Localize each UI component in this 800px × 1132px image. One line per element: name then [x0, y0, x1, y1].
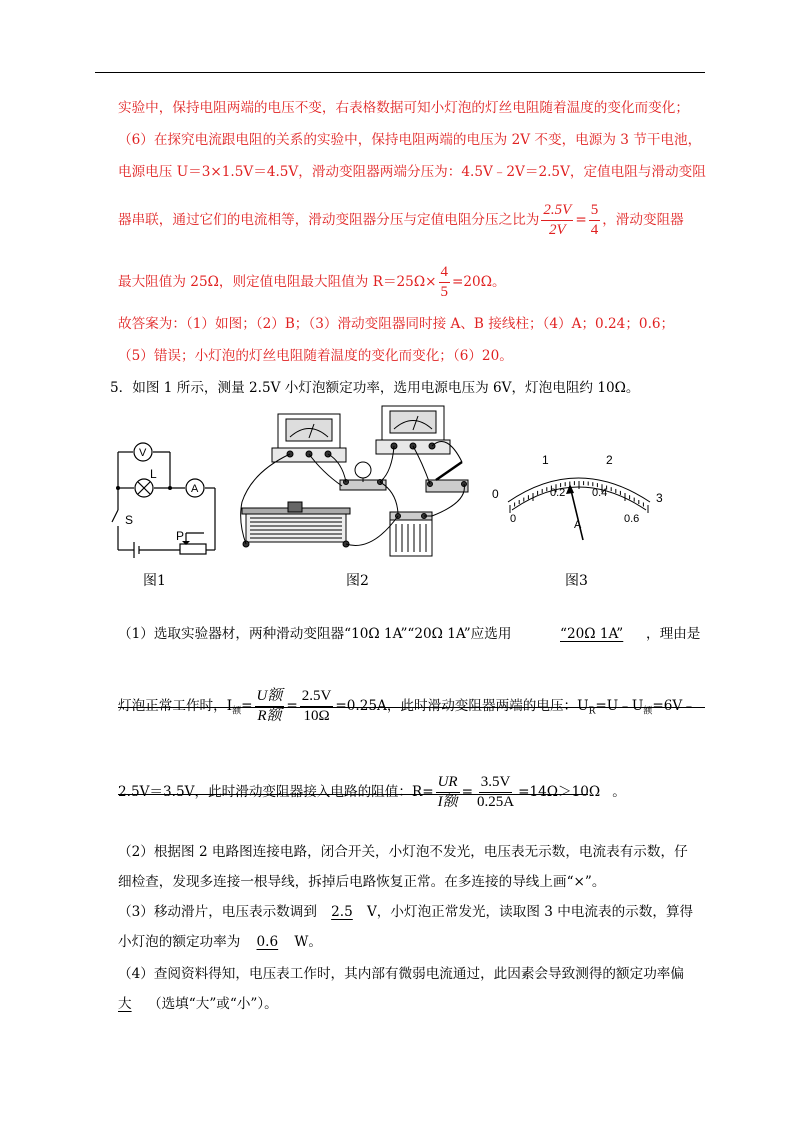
- q5-part1-tail: ，理由是: [646, 626, 701, 642]
- figure-3-caption: 图3: [565, 573, 588, 589]
- solution-line-2: （6）在探究电流跟电阻的关系的实验中，保持电阻两端的电压为 2V 不变，电源为 3 节干电池，: [118, 132, 702, 148]
- q5-part1-line2-rest: =0.25A，此时滑动变阻器两端的电压：U: [335, 698, 589, 714]
- figure-1-circuit-diagram: [108, 430, 228, 560]
- equals-sign: =: [575, 212, 587, 228]
- fraction-3.5v-over-0.25a: [475, 773, 516, 812]
- q5-part3-text-rest: V，小灯泡正常发光，读取图 3 中电流表的示数，算得: [366, 904, 694, 920]
- fraction-ur-over-i: [436, 773, 460, 812]
- fraction-numerator: 2.5V: [300, 687, 334, 707]
- q5-part3-text: （3）移动滑片，电压表示数调到: [118, 904, 317, 920]
- fraction-four-fifths: [439, 263, 451, 302]
- equals-sign: =: [422, 784, 434, 800]
- q5-part1-line1: [118, 624, 511, 644]
- q5-part1-line2-text: 灯泡正常工作时，I: [118, 698, 233, 714]
- answer-underline: [118, 794, 588, 795]
- q5-part1-line3-text: 2.5V＝3.5V，此时滑动变阻器接入电路的阻值：R: [118, 784, 423, 800]
- solution-line-5-text: 最大阻值为 25Ω，则定值电阻最大阻值为 R＝25Ω×: [118, 274, 437, 290]
- ammeter-label: A: [191, 483, 199, 495]
- q5-part4-line2-rest: （选填“大”或“小”）。: [148, 996, 278, 1012]
- voltmeter-label: V: [139, 447, 147, 459]
- fraction-numerator: 3.5V: [479, 773, 513, 793]
- dial-bottom-label-0.6: 0.6: [624, 513, 640, 525]
- solution-line-4-text: 器串联，通过它们的电流相等，滑动变阻器分压与定值电阻分压之比为: [118, 212, 540, 228]
- solution-line-5-tail: =20Ω。: [452, 274, 506, 290]
- subscript-rated: 额: [232, 706, 242, 717]
- slider-label: P: [176, 529, 185, 543]
- q5-part1-line2-rest2: =U﹣U: [595, 698, 644, 714]
- dial-top-label-1: 1: [542, 453, 549, 467]
- subscript-r: R: [588, 706, 596, 717]
- q5-part1-answer-row: [560, 624, 623, 644]
- q5-part4-answer: 大: [118, 996, 132, 1012]
- dial-bottom-label-0: 0: [510, 513, 517, 525]
- figure-1-caption: 图1: [143, 573, 166, 589]
- answer-line-1: 故答案为：（1）如图；（2）B；（3）滑动变阻器同时接 A、B 接线柱；（4）A；0.24；0.6；: [118, 316, 675, 332]
- q5-part3-answer-power: 0.6: [256, 934, 279, 950]
- q5-part2-line1: （2）根据图 2 电路图连接电路，闭合开关，小灯泡不发光，电压表无示数，电流表有示数，仔: [118, 844, 688, 860]
- fraction-denominator: 10Ω: [303, 708, 330, 724]
- fraction-numerator: U额: [255, 687, 285, 707]
- fraction-numerator: 2.5V: [541, 201, 573, 221]
- equals-sign: =: [241, 698, 253, 714]
- fraction-numerator: 5: [589, 201, 601, 221]
- q5-part1-line3: 2.5V＝3.5V，此时滑动变阻器接入电路的阻值：R= $\frac{UR}{\text{I额}}$ = $\frac{3.5V}{0.25A}$ =14Ω＞10Ω 。: [118, 774, 626, 810]
- figure-3-ammeter-dial: [488, 440, 678, 550]
- q5-part2-line2: 细检查，发现多连接一根导线，拆掉后电路恢复正常。在多连接的导线上画“×”。: [118, 874, 606, 890]
- fraction-numerator: 4: [439, 263, 451, 283]
- q5-part1-text: （1）选取实验器材，两种滑动变阻器“10Ω 1A”“20Ω 1A”应选用: [118, 626, 512, 642]
- q5-part4-line1: （4）查阅资料得知，电压表工作时，其内部有微弱电流通过，此因素会导致测得的额定功率偏: [118, 966, 684, 982]
- switch-label: S: [125, 513, 134, 527]
- dial-top-label-2: 2: [606, 453, 613, 467]
- subscript-rated: 额: [643, 706, 653, 717]
- dial-unit-label: A: [574, 519, 582, 531]
- solution-line-4: [118, 200, 684, 240]
- dial-needle: [570, 486, 583, 540]
- question-5-stem: 5．如图 1 所示，测量 2.5V 小灯泡额定功率，选用电源电压为 6V，灯泡电阻约 10Ω。: [110, 380, 640, 396]
- fraction-denominator: R额: [257, 708, 282, 724]
- dial-bottom-label-0.2: 0.2: [550, 487, 566, 499]
- fraction-denominator: 2V: [549, 222, 566, 238]
- fraction-voltage-ratio: [541, 201, 573, 240]
- q5-part1-line2: 灯泡正常工作时，$I_额=$ $\frac{\text{U额}}{\text{R额}}$ = $\frac{2.5V}{10\Omega}$ =0.25A，此时滑动变阻器两端的电压：$U_R=U﹣U_额=6V﹣$: [118, 688, 696, 724]
- solution-line-4-tail: ，滑动变阻器: [602, 212, 684, 228]
- figure-2-caption: 图2: [346, 573, 369, 589]
- fraction-denominator: 0.25A: [476, 794, 515, 810]
- solution-line-5: [118, 262, 506, 302]
- q5-part3-line1: [118, 902, 693, 922]
- lamp-label: L: [150, 467, 157, 481]
- dial-top-label-0: 0: [492, 487, 499, 501]
- q5-part3-line2: [118, 932, 322, 952]
- fraction-denominator: 4: [590, 222, 599, 238]
- q5-part3-line2-text: 小灯泡的额定功率为: [118, 934, 241, 950]
- header-rule: [95, 72, 705, 73]
- q5-part4-line2: [118, 994, 278, 1014]
- fraction-numerator: UR: [436, 773, 460, 793]
- q5-part1-answer: “20Ω 1A”: [560, 626, 624, 642]
- period: 。: [612, 784, 626, 800]
- q5-part3-answer-voltage: 2.5: [331, 904, 353, 920]
- fraction-denominator: 5: [440, 284, 448, 300]
- q5-part3-line2-rest: W。: [294, 934, 322, 950]
- figure-2-apparatus: [232, 402, 472, 572]
- q5-part1-line3-rest: =14Ω＞10Ω: [518, 784, 601, 800]
- fraction-denominator: I额: [437, 794, 458, 810]
- solution-line-1: 实验中，保持电阻两端的电压不变，右表格数据可知小灯泡的灯丝电阻随着温度的变化而变化；: [118, 100, 689, 116]
- answer-underline: [118, 707, 705, 708]
- q5-part1-line2-rest3: =6V﹣: [652, 698, 696, 714]
- solution-line-3: 电源电压 U＝3×1.5V＝4.5V，滑动变阻器两端分压为：4.5V﹣2V＝2.5V，定值电阻与滑动变阻: [118, 164, 706, 180]
- dial-top-label-3: 3: [656, 491, 663, 505]
- dial-bottom-label-0.4: 0.4: [592, 487, 608, 499]
- answer-line-2: （5）错误；小灯泡的灯丝电阻随着温度的变化而变化；（6）20。: [118, 348, 513, 364]
- fraction-five-fourths: [589, 201, 601, 240]
